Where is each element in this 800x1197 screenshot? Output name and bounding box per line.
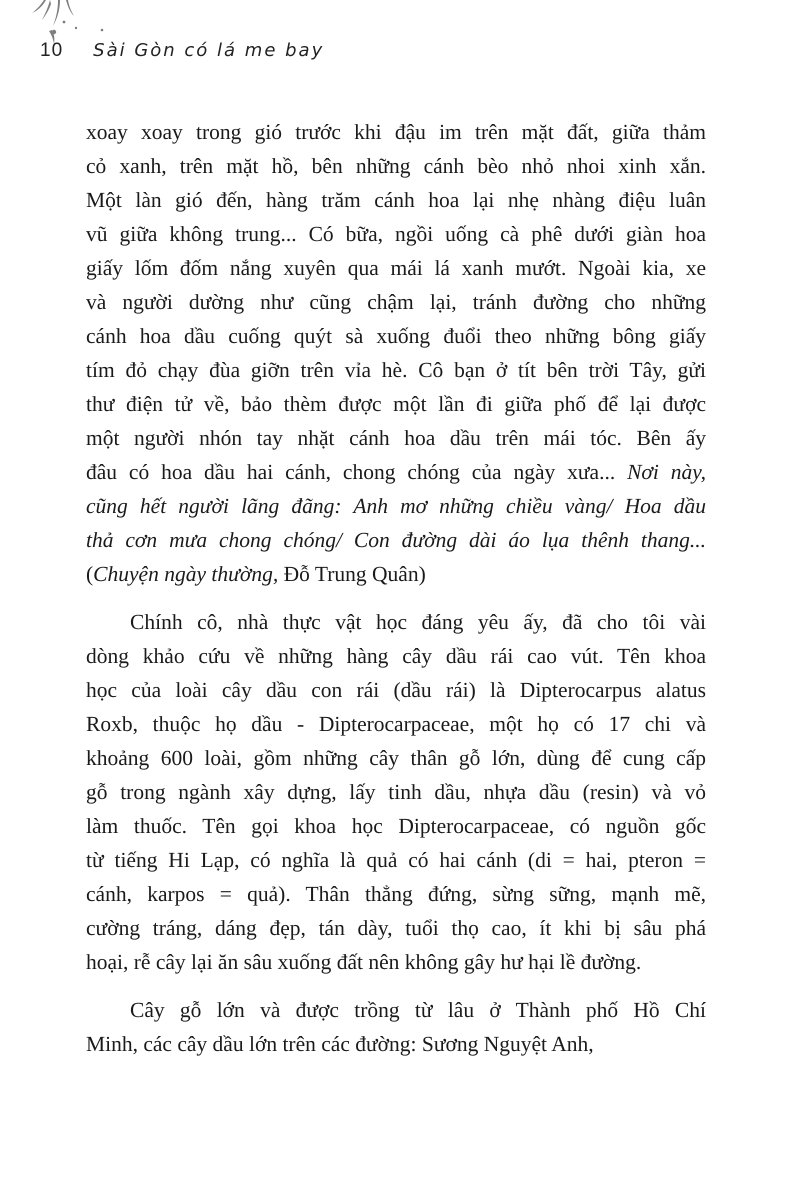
text-line — [86, 489, 706, 523]
text-segment: vũ giữa không trung... Có bữa, ngồi uống cà phê dưới giàn hoa — [86, 222, 706, 246]
text-line — [86, 993, 706, 1027]
text-segment: làm thuốc. Tên gọi khoa học Dipterocarpaceae, có nguồn gốc — [86, 814, 706, 838]
italic-text-segment: thả cơn mưa chong chóng/ Con đường dài áo lụa thênh thang... — [86, 528, 706, 552]
text-line — [86, 421, 706, 455]
paragraph-gap — [86, 591, 706, 605]
text-line — [86, 115, 706, 149]
paragraph-gap — [86, 979, 706, 993]
text-segment: học của loài cây dầu con rái (dầu rái) là Dipterocarpus alatus — [86, 678, 706, 702]
paragraph — [86, 605, 706, 979]
text-line — [86, 877, 706, 911]
text-line — [86, 557, 706, 591]
text-segment: cường tráng, dáng đẹp, tán dày, tuổi thọ cao, ít khi bị sâu phá — [86, 916, 706, 940]
running-title: Sài Gòn có lá me bay — [93, 40, 325, 61]
text-line — [86, 319, 706, 353]
text-line — [86, 353, 706, 387]
text-line — [86, 945, 706, 979]
text-segment: Roxb, thuộc họ dầu - Dipterocarpaceae, một họ có 17 chi và — [86, 712, 706, 736]
text-segment: Cây gỗ lớn và được trồng từ lâu ở Thành phố Hồ Chí — [130, 998, 706, 1022]
text-line — [86, 455, 706, 489]
text-segment: thư điện tử về, bảo thèm được một lần đi giữa phố để lại được — [86, 392, 706, 416]
body-text — [86, 115, 706, 1061]
text-segment: dòng khảo cứu về những hàng cây dầu rái cao vút. Tên khoa — [86, 644, 706, 668]
paragraph — [86, 993, 706, 1061]
italic-text-segment: Chuyện ngày thường, — [93, 562, 279, 586]
text-segment: từ tiếng Hi Lạp, có nghĩa là quả có hai cánh (di = hai, pteron = — [86, 848, 706, 872]
italic-text-segment: Nơi này, — [627, 460, 706, 484]
text-segment: đâu có hoa dầu hai cánh, chong chóng của ngày xưa... — [86, 460, 628, 484]
italic-text-segment: cũng hết người lãng đãng: Anh mơ những chiều vàng/ Hoa dầu — [86, 494, 706, 518]
text-line — [86, 673, 706, 707]
text-segment: khoảng 600 loài, gồm những cây thân gỗ lớn, dùng để cung cấp — [86, 746, 706, 770]
text-line — [86, 809, 706, 843]
text-segment: giấy lốm đốm nắng xuyên qua mái lá xanh mướt. Ngoài kia, xe — [86, 256, 706, 280]
text-segment: cánh, karpos = quả). Thân thẳng đứng, sừng sững, mạnh mẽ, — [86, 882, 706, 906]
text-segment: cỏ xanh, trên mặt hồ, bên những cánh bèo nhỏ nhoi xinh xắn. — [86, 154, 706, 178]
text-segment: Minh, các cây dầu lớn trên các đường: Sương Nguyệt Anh, — [86, 1032, 594, 1056]
text-line — [86, 523, 706, 557]
page-number: 10 — [40, 40, 64, 61]
text-line — [86, 605, 706, 639]
text-line — [86, 251, 706, 285]
text-line — [86, 639, 706, 673]
text-segment: xoay xoay trong gió trước khi đậu im trên mặt đất, giữa thảm — [86, 120, 706, 144]
text-line — [86, 911, 706, 945]
text-segment: tím đỏ chạy đùa giỡn trên vỉa hè. Cô bạn ở tít bên trời Tây, gửi — [86, 358, 706, 382]
text-segment: Đỗ Trung Quân) — [278, 562, 426, 586]
text-segment: gỗ trong ngành xây dựng, lấy tinh dầu, nhựa dầu (resin) và vỏ — [86, 780, 706, 804]
text-segment: một người nhón tay nhặt cánh hoa dầu trên mái tóc. Bên ấy — [86, 426, 706, 450]
text-segment: và người dường như cũng chậm lại, tránh đường cho những — [86, 290, 706, 314]
running-header — [40, 40, 324, 76]
text-segment: Một làn gió đến, hàng trăm cánh hoa lại nhẹ nhàng điệu luân — [86, 188, 706, 212]
text-segment: cánh hoa dầu cuống quýt sà xuống đuổi theo những bông giấy — [86, 324, 706, 348]
text-segment: Chính cô, nhà thực vật học đáng yêu ấy, đã cho tôi vài — [130, 610, 706, 634]
text-line — [86, 149, 706, 183]
text-line — [86, 1027, 706, 1061]
text-segment: ( — [86, 562, 94, 586]
text-line — [86, 741, 706, 775]
text-line — [86, 183, 706, 217]
text-line — [86, 707, 706, 741]
text-line — [86, 843, 706, 877]
paragraph — [86, 115, 706, 591]
text-line — [86, 285, 706, 319]
text-line — [86, 387, 706, 421]
text-line — [86, 775, 706, 809]
text-segment: hoại, rễ cây lại ăn sâu xuống đất nên không gây hư hại lề đường. — [86, 950, 642, 974]
text-line — [86, 217, 706, 251]
